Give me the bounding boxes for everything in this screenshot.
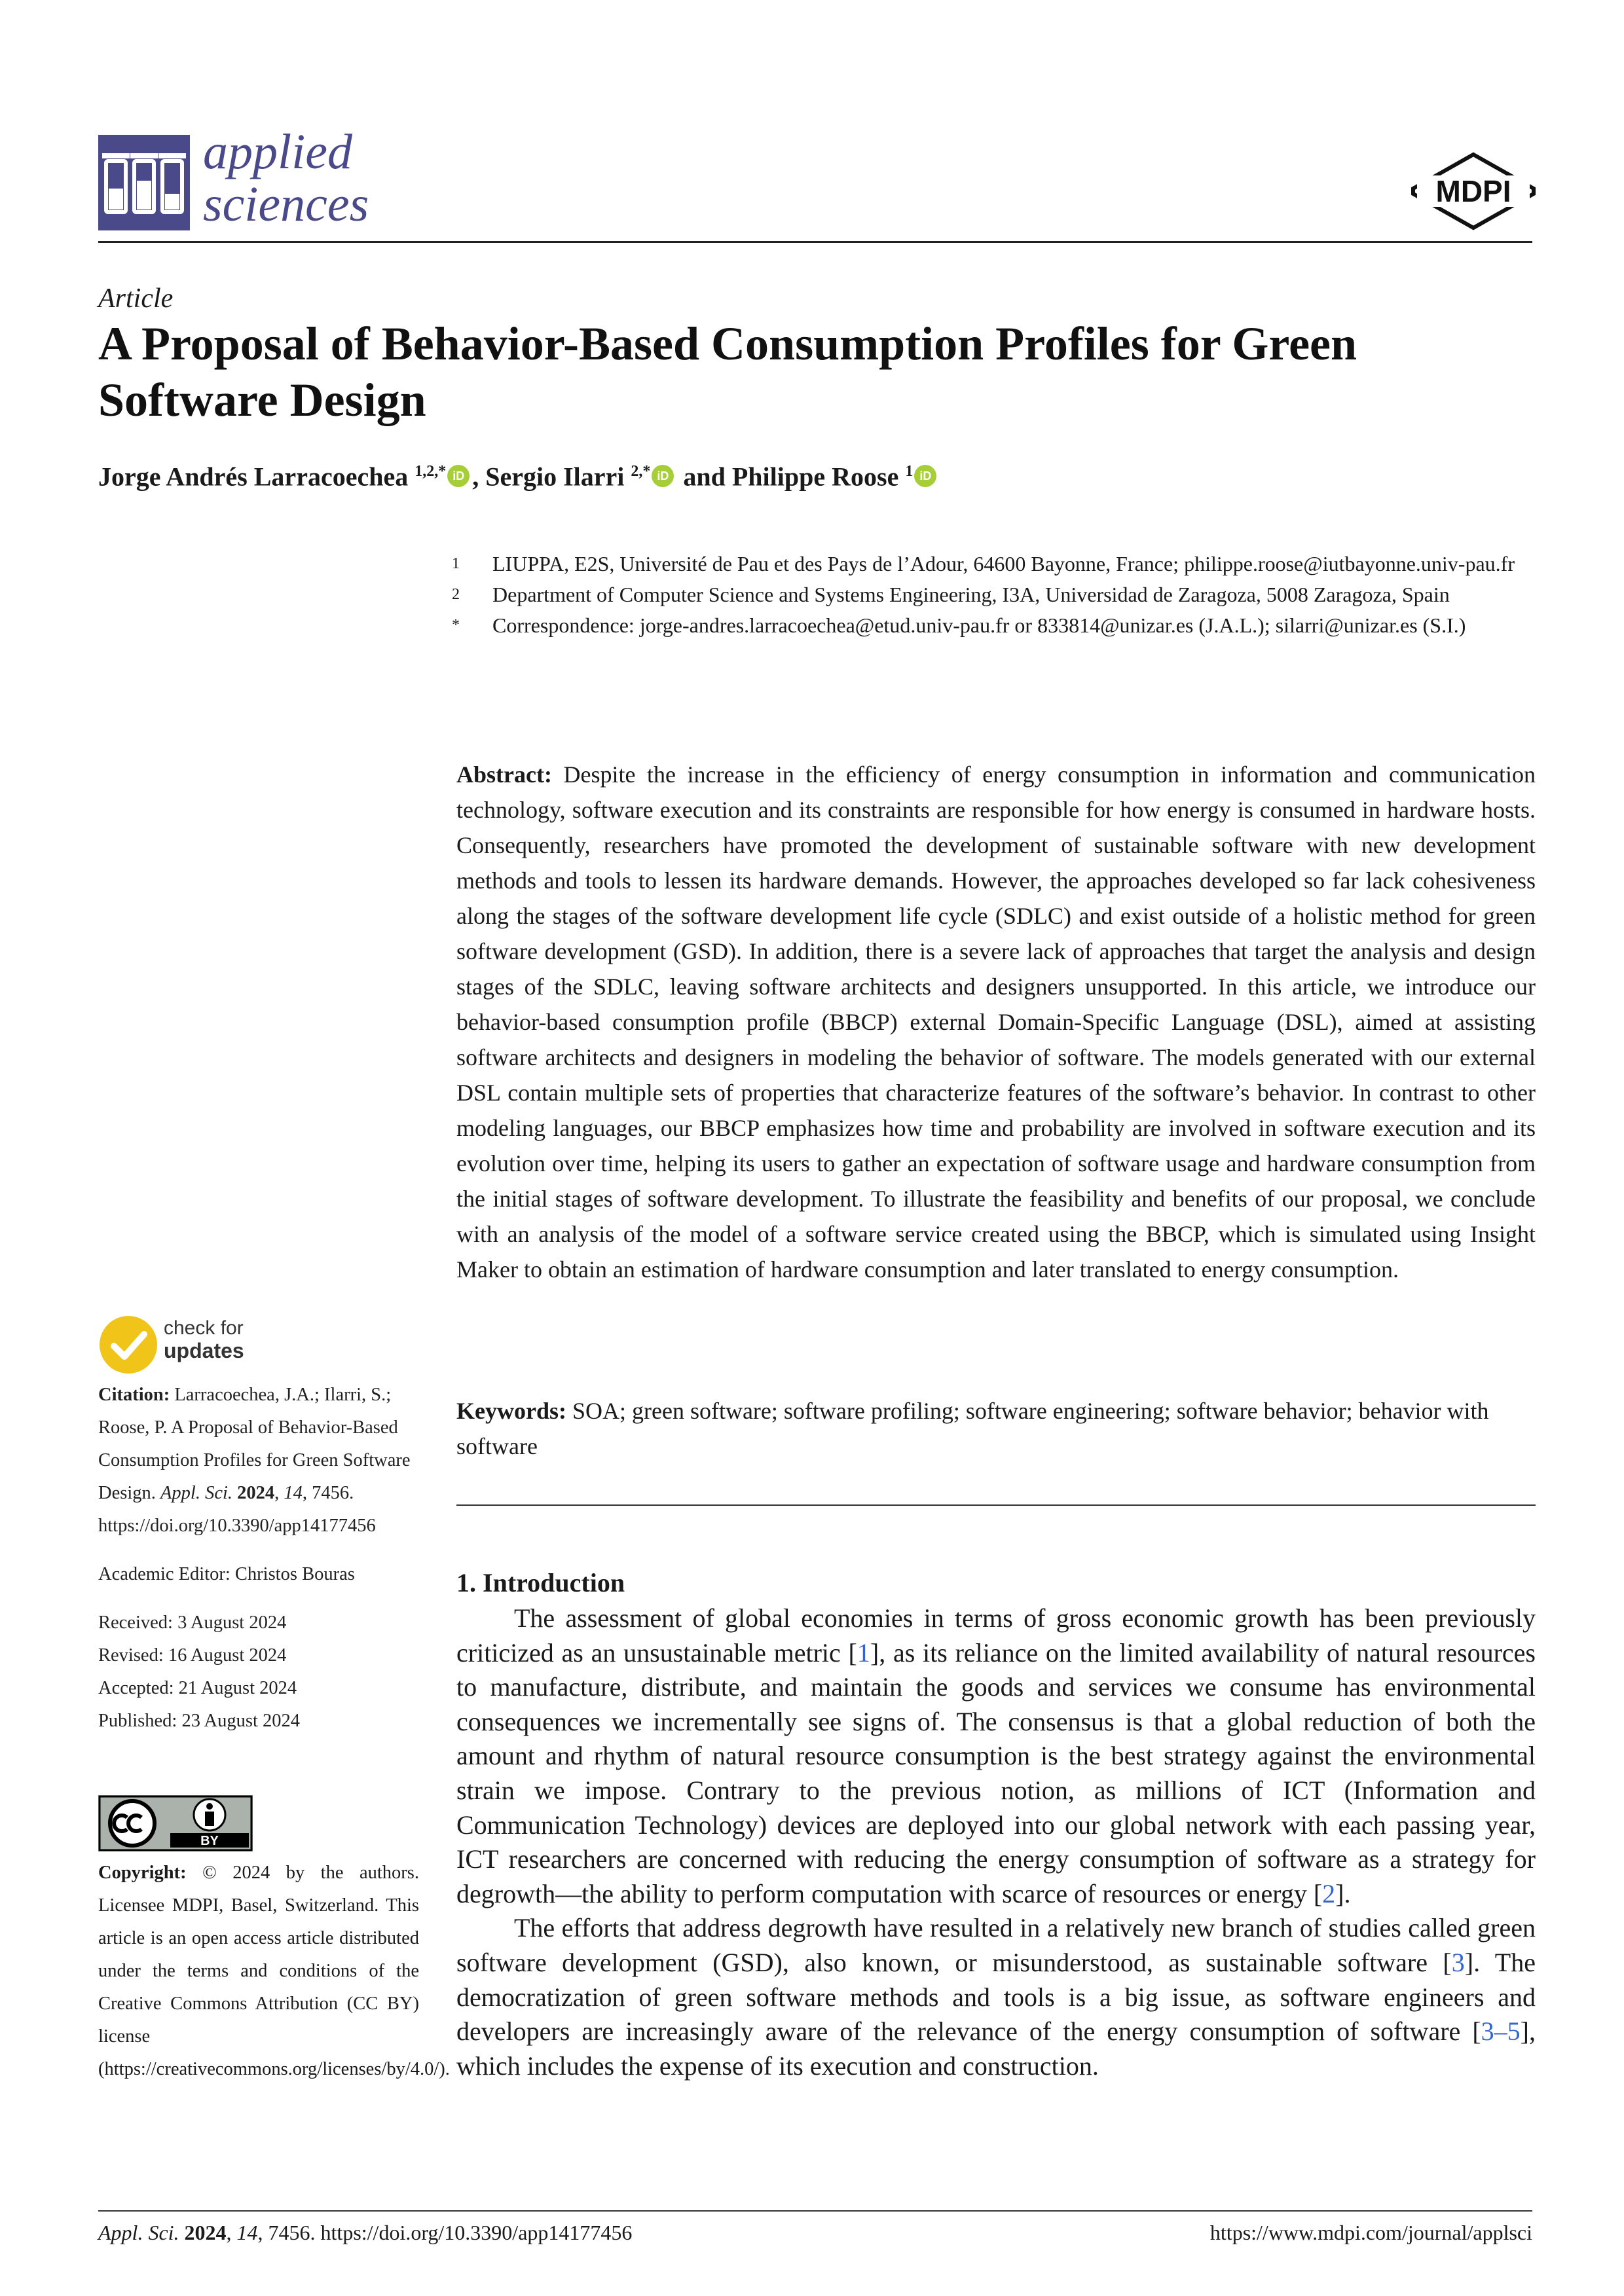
cc-by-license-icon[interactable] <box>98 1795 253 1851</box>
mdpi-logo-text: MDPI <box>1435 174 1511 208</box>
check-for-updates-line2: updates <box>164 1339 244 1362</box>
journal-name-line1: applied <box>203 124 352 179</box>
citation-text: Larracoechea, J.A.; Ilarri, S.; Roose, P. A Proposal of Behavior-Based Consumption Profiles for Green Software Design. <box>98 1385 411 1503</box>
affiliation-mark: 1 <box>452 555 460 572</box>
citation-link[interactable]: 2 <box>1322 1878 1336 1908</box>
footer-journal: Appl. Sci. <box>98 2221 179 2244</box>
author-affiliation-mark: 1,2,* <box>415 463 447 480</box>
affiliation-text: Department of Computer Science and Systems Engineering, I3A, Universidad de Zaragoza, 5008 Zaragoza, Spain <box>492 583 1450 606</box>
affiliation-item <box>452 579 1539 610</box>
footer-divider <box>98 2210 1532 2212</box>
affiliation-text: Correspondence: jorge-andres.larracoechea@etud.univ-pau.fr or 833814@unizar.es (J.A.L.); silarri@unizar.es (S.I.) <box>492 613 1466 637</box>
paragraph <box>456 1911 1536 2083</box>
copyright-text: © 2024 by the authors. Licensee MDPI, Basel, Switzerland. This article is an open access article distributed under the terms and conditions of the Creative Commons Attribution (CC BY) license (https://creativecommons.org/licenses/by/4.0/). <box>98 1863 450 2079</box>
journal-logo-icon <box>98 135 190 230</box>
footer-citation: Appl. Sci. 2024, 14, 7456. https://doi.org/10.3390/app14177456 <box>98 2221 633 2244</box>
paragraph <box>456 1601 1536 1911</box>
author-name: Jorge Andrés Larracoechea <box>98 462 409 492</box>
footer-year: 2024 <box>184 2221 227 2244</box>
copyright <box>98 1857 450 2086</box>
section-heading: 1. Introduction <box>456 1568 625 1597</box>
mdpi-logo-icon <box>1408 152 1539 230</box>
author-list <box>98 453 1539 495</box>
footer-volume: 14 <box>236 2221 258 2244</box>
date-revised: Revised: 16 August 2024 <box>98 1645 287 1666</box>
date-received: Received: 3 August 2024 <box>98 1613 287 1633</box>
author-affiliation-mark: 2,* <box>631 463 651 480</box>
footer-journal-url[interactable]: https://www.mdpi.com/journal/applsci <box>1209 2221 1532 2244</box>
citation-block: Citation: Larracoechea, J.A.; Ilarri, S.; Roose, P. A Proposal of Behavior-Based Consumption Profiles for Green Software Design. Appl. Sci. 2024, 14, 7456. https://doi.org/10.3390/app14177456 <box>98 1385 411 1536</box>
orcid-icon[interactable]: iD <box>447 465 470 487</box>
citation-journal: Appl. Sci. <box>160 1483 233 1503</box>
keywords <box>456 1393 1536 1464</box>
affiliations <box>452 549 1539 641</box>
orcid-icon[interactable]: iD <box>652 465 674 487</box>
date-published: Published: 23 August 2024 <box>98 1711 300 1731</box>
header-divider <box>98 241 1532 243</box>
abstract <box>456 757 1536 1287</box>
sidebar <box>98 1379 419 1738</box>
keywords-text: SOA; green software; software profiling; software engineering; software behavior; behavior with software <box>456 1398 1489 1459</box>
affiliation-item <box>452 549 1539 579</box>
abstract-label: Abstract: <box>456 761 552 788</box>
copyright-label: Copyright: <box>98 1863 187 1883</box>
paragraph-text: ], as its reliance on the limited availability of natural resources to manufacture, distribute, and maintain the goods and services we consume has environmental consequences we incrementally see signs of. The consensus is that a global reduction of both the amount and rhythm of natural resource consumption is the best strategy against the environmental strain we impose. Contrary to the previous notion, as millions of ICT (Information and Communication Technology) devices are deployed into our global network with each passing year, ICT researchers are concerned with reducing the energy consumption of software as a strategy for degrowth—the ability to perform computation with scarce of resources or energy [ <box>456 1637 1536 1908</box>
author-name: Sergio Ilarri <box>485 462 625 492</box>
article-title: A Proposal of Behavior-Based Consumption Profiles for Green Software Design <box>98 318 1357 426</box>
cc-by-label: BY <box>200 1834 219 1848</box>
journal-name <box>203 126 491 230</box>
citation-label: Citation: <box>98 1385 170 1405</box>
paragraph-text: ], which includes the expense of its execution and construction. <box>456 2016 1536 2081</box>
footer-doi[interactable]: , 7456. https://doi.org/10.3390/app14177456 <box>257 2221 633 2244</box>
check-for-updates[interactable] <box>164 1317 244 1362</box>
journal-name-line2: sciences <box>203 177 369 232</box>
article-type: Article <box>98 283 174 314</box>
keywords-label: Keywords: <box>456 1398 566 1424</box>
author-separator: , <box>472 462 486 492</box>
citation-link[interactable]: 1 <box>857 1637 870 1667</box>
section-divider <box>456 1504 1536 1506</box>
intro-body <box>456 1601 1536 2083</box>
paragraph-text: ]. The democratization of green software methods and tools is a big issue, as software engineers and developers are increasingly aware of the relevance of the energy consumption of software [ <box>456 1947 1536 2047</box>
affiliation-mark: 2 <box>452 586 460 603</box>
citation-link[interactable]: 3 <box>1451 1947 1465 1977</box>
check-for-updates-icon[interactable] <box>98 1315 158 1375</box>
citation-link[interactable]: 3–5 <box>1481 2016 1521 2047</box>
affiliation-text: LIUPPA, E2S, Université de Pau et des Pays de l’Adour, 64600 Bayonne, France; philippe.roose@iutbayonne.univ-pau.fr <box>492 552 1515 575</box>
paragraph-text: The efforts that address degrowth have resulted in a relatively new branch of studies called green software development (GSD), also known, or misunderstood, as sustainable software [ <box>456 1913 1536 1977</box>
academic-editor: Academic Editor: Christos Bouras <box>98 1564 355 1584</box>
author-separator: and <box>676 462 732 492</box>
author-affiliation-mark: 1 <box>905 463 913 480</box>
paragraph-text: ]. <box>1335 1878 1351 1908</box>
citation-doi[interactable]: , 7456. https://doi.org/10.3390/app14177456 <box>98 1483 376 1536</box>
paragraph-text: The assessment of global economies in terms of gross economic growth has been previously criticized as an unsustainable metric [ <box>456 1603 1536 1667</box>
author-name: Philippe Roose <box>731 462 899 492</box>
check-for-updates-line1: check for <box>164 1317 244 1339</box>
citation-volume: 14 <box>284 1483 303 1503</box>
affiliation-item <box>452 610 1539 641</box>
orcid-icon[interactable]: iD <box>914 465 936 487</box>
date-accepted: Accepted: 21 August 2024 <box>98 1678 297 1698</box>
citation-year: 2024 <box>237 1483 275 1503</box>
abstract-text: Despite the increase in the efficiency of energy consumption in information and communication technology, software execution and its constraints are responsible for how energy is consumed in hardware hosts. Consequently, researchers have promoted the development of sustainable software with new development methods and tools to lessen its hardware demands. However, the approaches developed so far lack cohesiveness along the stages of the software development life cycle (SDLC) and exist outside of a holistic method for green software development (GSD). In addition, there is a severe lack of approaches that target the analysis and design stages of the SDLC, leaving software architects and designers unsupported. In this article, we introduce our behavior-based consumption profile (BBCP) external Domain-Specific Language (DSL), aimed at assisting software architects and designers in modeling the behavior of software. The models generated with our external DSL contain multiple sets of properties that characterize features of the software’s behavior. In contrast to other modeling languages, our BBCP emphasizes how time and probability are involved in software execution and its evolution over time, helping its users to gather an expectation of software usage and hardware consumption from the initial stages of software development. To illustrate the feasibility and benefits of our proposal, we conclude with an analysis of the model of a software service created using the BBCP, which is simulated using Insight Maker to obtain an estimation of hardware consumption and later translated to energy consumption. <box>456 761 1536 1283</box>
affiliation-mark: * <box>452 617 460 634</box>
